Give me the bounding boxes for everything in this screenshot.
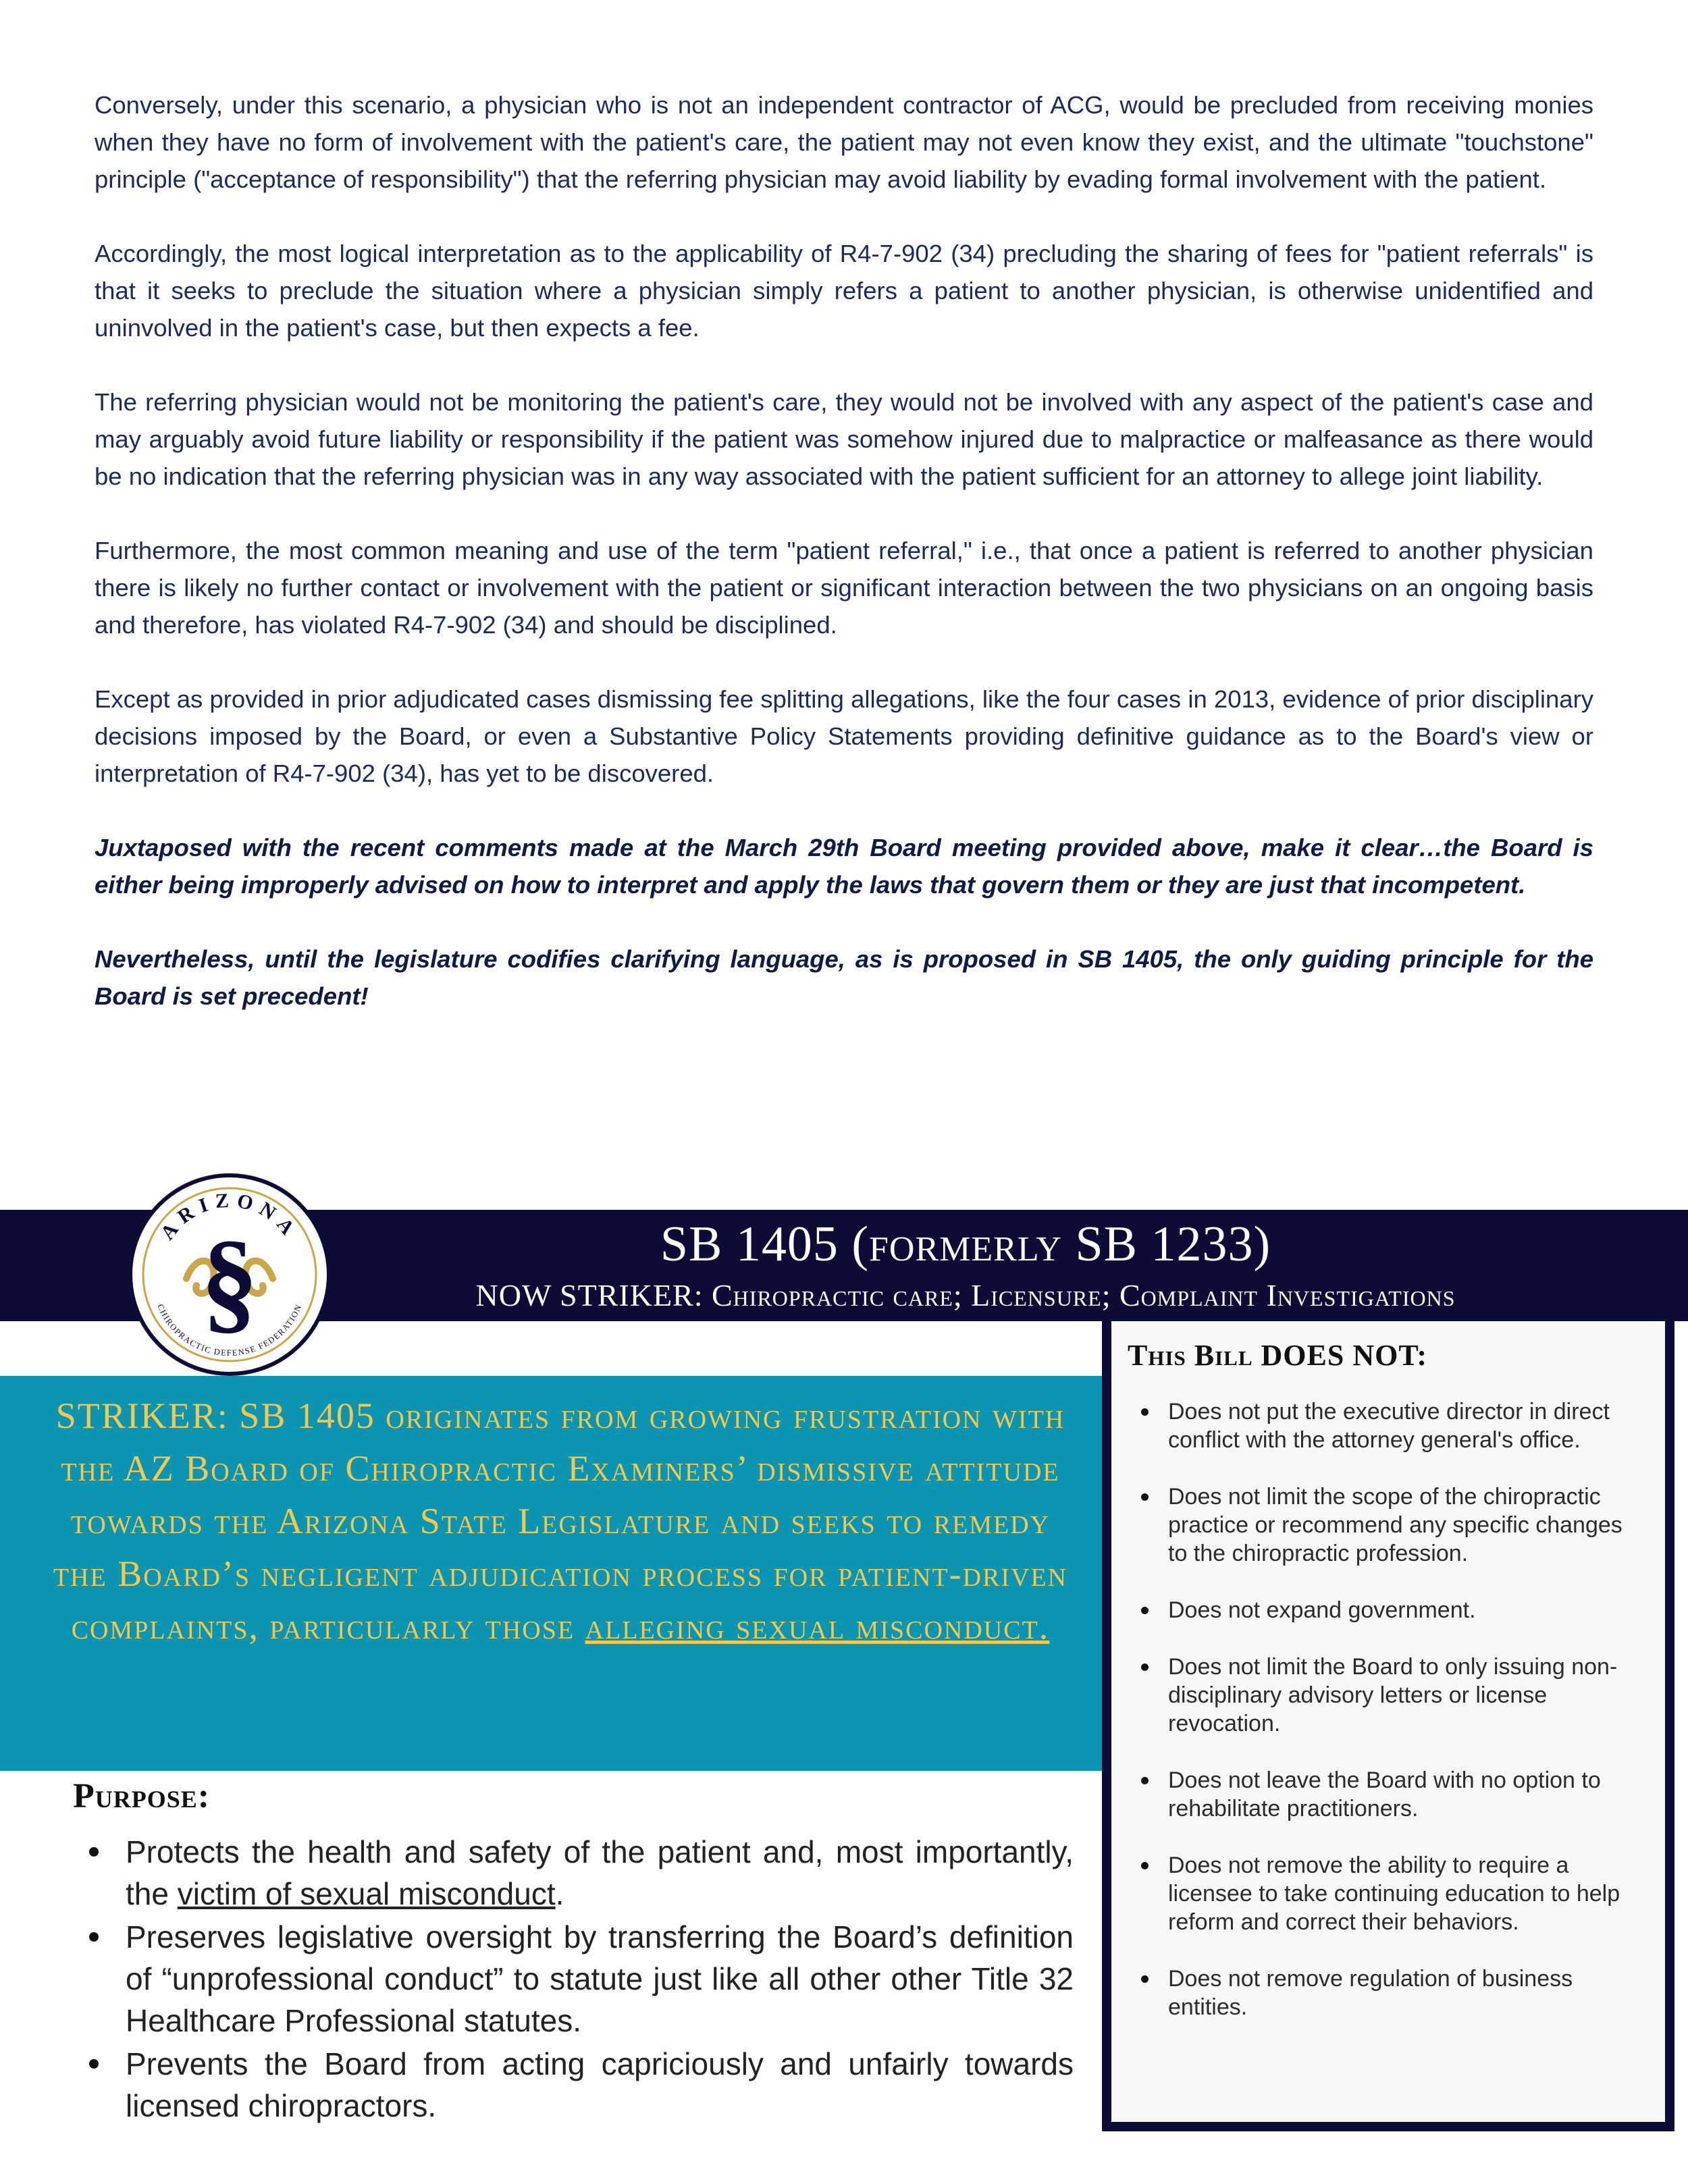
federation-logo xyxy=(128,1173,331,1376)
purpose-item: Prevents the Board from acting capriciously and unfairly towards licensed chiropractors. xyxy=(88,2043,1074,2127)
striker-underlined-text: alleging sexual misconduct. xyxy=(585,1606,1050,1647)
emphasis-paragraph: Juxtaposed with the recent comments made at the March 29th Board meeting provided above, make it clear…the Board is either being improperly advised on how to interpret and apply the laws that govern them or they are just that incompetent. xyxy=(95,834,1593,899)
logo-seal-icon xyxy=(132,1177,327,1372)
does-not-item: Does not expand government. xyxy=(1141,1596,1641,1624)
purpose-list xyxy=(88,1831,1074,2128)
paragraph: Except as provided in prior adjudicated cases dismissing fee splitting allegations, like the four cases in 2013, evidence of prior disciplinary decisions imposed by the Board, or even a Substantive Policy Statements providing definitive guidance as to the Board's view or interpretation of R4-7-902 (34), has yet to be discovered. xyxy=(95,685,1593,787)
emphasis-paragraph: Nevertheless, until the legislature codifies clarifying language, as is proposed in SB 1405, the only guiding principle for the Board is set precedent! xyxy=(95,945,1593,1010)
does-not-item: Does not remove regulation of business entities. xyxy=(1141,1965,1641,2021)
purpose-item-text: . xyxy=(555,1876,564,1911)
does-not-item: Does not limit the scope of the chiropractic practice or recommend any specific changes to the chiropractic profession. xyxy=(1141,1483,1641,1568)
svg-text:§: § xyxy=(201,1217,259,1344)
purpose-item xyxy=(88,1831,1074,1915)
striker-statement xyxy=(41,1389,1080,1653)
bill-title: SB 1405 (formerly SB 1233) xyxy=(660,1217,1271,1272)
does-not-item: Does not leave the Board with no option to rehabilitate practitioners. xyxy=(1141,1766,1641,1823)
striker-text: STRIKER: SB 1405 originates from growing frustration with the AZ Board of Chiropractic Examiners’ dismissive attitude towards the Arizona State Legislature and seeks to remedy the Board’s negligent adjudication process for patient-driven complaints, particularly those xyxy=(53,1395,1068,1647)
purpose-item-text: Protects the health and safety of the patient and, most importantly, the xyxy=(126,1834,1074,1911)
paragraph: Conversely, under this scenario, a physician who is not an independent contractor of ACG, would be precluded from receiving monies when they have no form of involvement with the patient's care, the patient may not even know they exist, and the ultimate "touchstone" principle ("acceptance of responsibility") that the referring physician may avoid liability by evading formal involvement with the patient. xyxy=(95,91,1593,193)
logo-bottom-text: CHIROPRACTIC DEFENSE FEDERATION xyxy=(155,1302,304,1358)
purpose-item-underlined: victim of sexual misconduct xyxy=(177,1876,556,1911)
paragraph: Furthermore, the most common meaning and use of the term "patient referral," i.e., that once a patient is referred to another physician there is likely no further contact or involvement with the patient or significant interaction between the two physicians on an ongoing basis and therefore, has violated R4-7-902 (34) and should be disciplined. xyxy=(95,537,1593,639)
does-not-heading: This Bill DOES NOT: xyxy=(1128,1339,1428,1372)
paragraph: Accordingly, the most logical interpretation as to the applicability of R4-7-902 (34) precluding the sharing of fees for "patient referrals" is that it seeks to preclude the situation where a physician simply refers a patient to another physician, is otherwise unidentified and uninvolved in the patient's case, but then expects a fee. xyxy=(95,240,1593,342)
bill-subtitle: NOW STRIKER: Chiropractic care; Licensure; Complaint Investigations xyxy=(475,1278,1456,1312)
does-not-item: Does not remove the ability to require a licensee to take continuing education to help reform and correct their behaviors. xyxy=(1141,1851,1641,1936)
body-text xyxy=(95,86,1593,1052)
logo-top-text: ARIZONA xyxy=(156,1189,303,1244)
does-not-list xyxy=(1141,1397,1641,2050)
paragraph: The referring physician would not be monitoring the patient's care, they would not be involved with any aspect of the patient's case and may arguably avoid future liability or responsibility if the patient was somehow injured due to malpractice or malfeasance as there would be no indication that the referring physician was in any way associated with the patient sufficient for an attorney to allege joint liability. xyxy=(95,388,1593,490)
purpose-heading: Purpose: xyxy=(73,1777,211,1815)
purpose-item: Preserves legislative oversight by transferring the Board’s definition of “unprofessional conduct” to statute just like all other other Title 32 Healthcare Professional statutes. xyxy=(88,1916,1074,2042)
does-not-item: Does not put the executive director in direct conflict with the attorney general's office. xyxy=(1141,1397,1641,1454)
does-not-item: Does not limit the Board to only issuing non-disciplinary advisory letters or license revocation. xyxy=(1141,1653,1641,1738)
